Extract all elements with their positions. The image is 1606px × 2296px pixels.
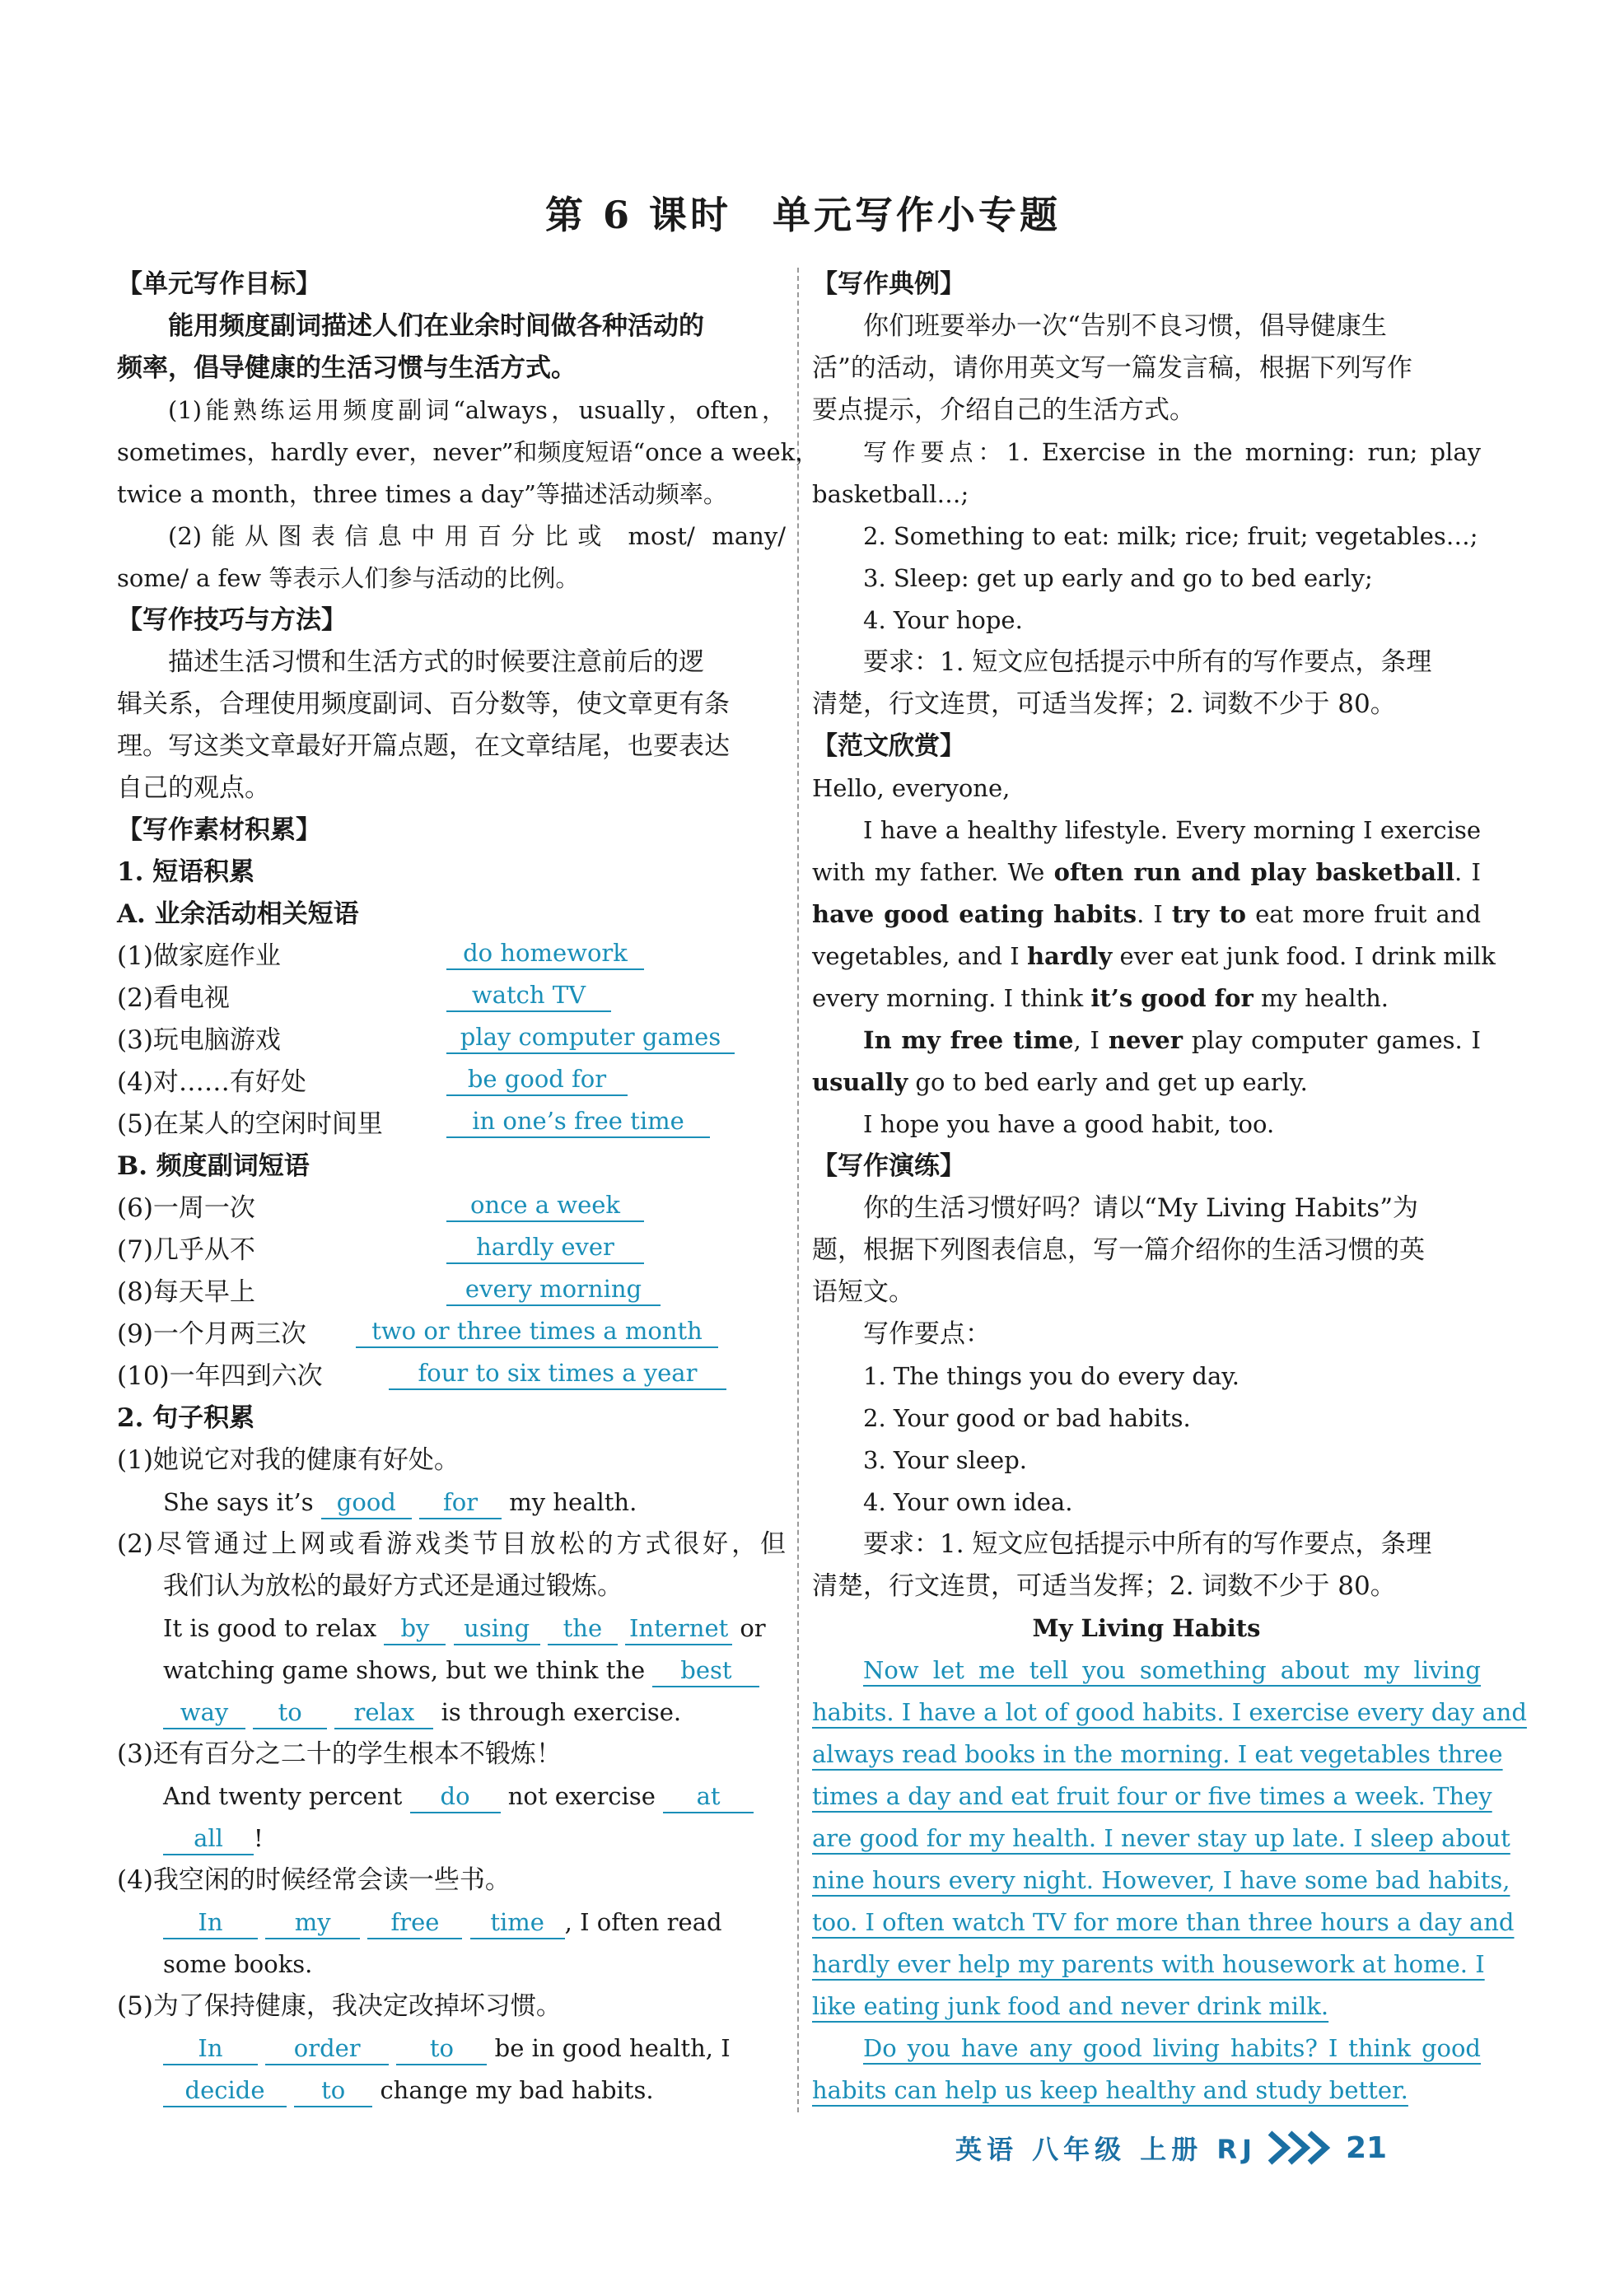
sentence-fill xyxy=(117,1692,786,1734)
example-text-line: 你们班要举办一次“告别不良习惯，倡导健康生 xyxy=(863,311,1387,341)
phrase-item xyxy=(117,1104,786,1146)
answer-blank: using xyxy=(454,1611,540,1645)
answer-blank: two or three times a month xyxy=(356,1314,718,1348)
model-text: , I xyxy=(1073,1026,1100,1054)
essay-line: are good for my health. I never stay up late. I sleep about xyxy=(812,1824,1510,1852)
sentence-text: , I often read xyxy=(564,1908,722,1936)
phrase-label: (5)在某人的空闲时间里 xyxy=(117,1109,383,1139)
model-highlight: hardly xyxy=(1026,942,1113,970)
sentence-fill xyxy=(117,1650,786,1692)
sentence-fill xyxy=(117,1902,786,1944)
essay-line: habits can help us keep healthy and study better. xyxy=(812,2076,1408,2104)
skills-text-line: 理。写这类文章最好开篇点题，在文章结尾，也要表达 xyxy=(117,731,730,761)
model-text: eat more fruit and xyxy=(1255,900,1482,928)
goal-text-line: some/ a few 等表示人们参与活动的比例。 xyxy=(117,564,580,592)
sub-heading: 1. 短语积累 xyxy=(117,857,255,887)
essay-line: nine hours every night. However, I have some bad habits, xyxy=(812,1866,1510,1894)
practice-requirement-line: 要求：1. 短文应包括提示中所有的写作要点，条理 xyxy=(863,1529,1432,1559)
practice-text-line: 语短文。 xyxy=(812,1277,914,1307)
phrase-label: (10)一年四到六次 xyxy=(117,1361,323,1391)
page-footer xyxy=(955,2123,1387,2172)
sentence-text: ! xyxy=(254,1824,264,1852)
phrase-item xyxy=(117,1020,786,1062)
practice-points-title: 写作要点： xyxy=(863,1319,991,1349)
lesson-number: 第 6 课时 xyxy=(544,193,732,237)
model-text: . I xyxy=(1454,858,1481,886)
answer-blank: by xyxy=(384,1611,446,1645)
essay-line: Now let me tell you something about my living xyxy=(863,1656,1481,1684)
sentence-text: my health. xyxy=(509,1488,637,1516)
model-text: go to bed early and get up early. xyxy=(915,1068,1308,1096)
goal-text-line: (1)能熟练运用频度副词“always，usually，often， xyxy=(168,396,786,424)
model-highlight: try to xyxy=(1171,900,1247,928)
example-point-line: 3. Sleep: get up early and go to bed early; xyxy=(863,564,1373,592)
sentence-text: She says it’s xyxy=(163,1488,314,1516)
sentence-prompt: (1)她说它对我的健康有好处。 xyxy=(117,1445,460,1475)
answer-blank: free xyxy=(367,1905,462,1939)
answer-blank: all xyxy=(163,1821,254,1855)
sentence-text: It is good to relax xyxy=(163,1614,377,1642)
sentence-fill xyxy=(117,1608,786,1650)
model-text-line xyxy=(812,1062,1481,1104)
answer-blank: every morning xyxy=(446,1272,661,1306)
phrase-item xyxy=(117,978,786,1020)
phrase-label: (4)对……有好处 xyxy=(117,1067,306,1097)
answer-blank: In xyxy=(163,1905,258,1939)
section-heading-materials: 【写作素材积累】 xyxy=(117,815,321,845)
model-text: vegetables, and I xyxy=(812,942,1020,970)
right-column xyxy=(812,264,1527,2112)
example-requirement-line: 要求：1. 短文应包括提示中所有的写作要点，条理 xyxy=(863,647,1432,677)
sentence-text: And twenty percent xyxy=(163,1782,403,1810)
phrase-label: (1)做家庭作业 xyxy=(117,941,281,971)
answer-blank: decide xyxy=(163,2073,287,2107)
goal-text-line: (2)能从图表信息中用百分比或 most/ many/ xyxy=(168,522,786,550)
model-text-line xyxy=(812,936,1496,978)
page-number: 21 xyxy=(1345,2130,1388,2165)
answer-blank: four to six times a year xyxy=(389,1356,726,1390)
phrase-item xyxy=(117,1314,786,1356)
answer-blank: order xyxy=(265,2031,389,2065)
skills-text-line: 自己的观点。 xyxy=(117,773,270,803)
phrase-item xyxy=(117,1062,786,1104)
section-heading-model: 【范文欣赏】 xyxy=(812,731,965,761)
answer-blank: be good for xyxy=(446,1062,628,1096)
sentence-fill xyxy=(117,2028,786,2070)
practice-point: 3. Your sleep. xyxy=(863,1446,1027,1474)
essay-line: times a day and eat fruit four or five times a week. They xyxy=(812,1782,1492,1810)
sentence-text: not exercise xyxy=(507,1782,656,1810)
double-chevron-icon xyxy=(1265,2130,1339,2166)
phrase-label: (9)一个月两三次 xyxy=(117,1319,306,1349)
model-highlight: have good eating habits xyxy=(812,900,1137,928)
answer-blank: to xyxy=(253,1695,327,1729)
practice-text-line: 你的生活习惯好吗？请以“My Living Habits”为 xyxy=(863,1193,1419,1223)
answer-blank: best xyxy=(652,1653,759,1687)
phrase-label: (3)玩电脑游戏 xyxy=(117,1025,281,1055)
essay-line: always read books in the morning. I eat vegetables three xyxy=(812,1740,1503,1768)
sentence-fill xyxy=(117,2070,786,2112)
phrase-item xyxy=(117,1230,786,1272)
model-text: . I xyxy=(1137,900,1163,928)
practice-requirement-line: 清楚，行文连贯，可适当发挥；2. 词数不少于 80。 xyxy=(812,1571,1396,1601)
phrase-label: (2)看电视 xyxy=(117,983,230,1013)
sentence-fill xyxy=(117,1482,786,1524)
essay-line: like eating junk food and never drink milk. xyxy=(812,1992,1329,2020)
sub-heading: 2. 句子积累 xyxy=(117,1403,255,1433)
answer-blank: for xyxy=(419,1485,502,1519)
answer-blank: Internet xyxy=(625,1611,732,1645)
model-text: every morning. I think xyxy=(812,984,1084,1012)
practice-point: 2. Your good or bad habits. xyxy=(863,1404,1191,1432)
answer-blank: hardly ever xyxy=(446,1230,644,1264)
phrase-label: (7)几乎从不 xyxy=(117,1235,255,1265)
answer-blank: at xyxy=(663,1779,754,1813)
example-point-line: 2. Something to eat: milk; rice; fruit; vegetables…; xyxy=(863,522,1478,550)
answer-blank: time xyxy=(470,1905,565,1939)
goal-text-line: twice a month，three times a day”等描述活动频率。 xyxy=(117,480,727,508)
page-title xyxy=(0,185,1606,240)
model-text-line xyxy=(812,1020,1481,1062)
answer-blank: way xyxy=(163,1695,245,1729)
example-text-line: 要点提示，介绍自己的生活方式。 xyxy=(812,395,1195,425)
section-heading-practice: 【写作演练】 xyxy=(812,1151,965,1181)
model-text: play computer games. I xyxy=(1191,1026,1481,1054)
essay-line: Do you have any good living habits? I think good xyxy=(863,2034,1481,2062)
model-highlight: often run and play basketball xyxy=(1053,858,1455,886)
skills-text-line: 描述生活习惯和生活方式的时候要注意前后的逻 xyxy=(168,647,704,677)
lesson-topic: 单元写作小专题 xyxy=(773,193,1062,237)
answer-blank: to xyxy=(396,2031,487,2065)
answer-blank: good xyxy=(321,1485,412,1519)
sentence-fill xyxy=(117,1818,786,1860)
answer-blank: my xyxy=(265,1905,360,1939)
answer-blank: do xyxy=(410,1779,501,1813)
skills-text-line: 辑关系，合理使用频度副词、百分数等，使文章更有条 xyxy=(117,689,730,719)
sentence-fill xyxy=(117,1776,786,1818)
model-highlight: In my free time xyxy=(863,1026,1074,1054)
essay-line: habits. I have a lot of good habits. I exercise every day and xyxy=(812,1698,1527,1726)
phrase-item xyxy=(117,1188,786,1230)
section-heading-goal: 【单元写作目标】 xyxy=(117,269,321,299)
example-point-line: 写作要点：1. Exercise in the morning: run; play xyxy=(863,438,1481,466)
section-heading-example: 【写作典例】 xyxy=(812,269,965,299)
model-highlight: it’s good for xyxy=(1090,984,1254,1012)
essay-line: too. I often watch TV for more than three hours a day and xyxy=(812,1908,1515,1936)
example-point-line: basketball…; xyxy=(812,480,969,508)
example-text-line: 活”的活动，请你用英文写一篇发言稿，根据下列写作 xyxy=(812,353,1412,383)
goal-intro-line: 能用频度副词描述人们在业余时间做各种活动的 xyxy=(168,311,704,341)
phrase-item xyxy=(117,1272,786,1314)
goal-text-line: sometimes，hardly ever，never”和频度短语“once a week， xyxy=(117,438,819,466)
sentence-text: some books. xyxy=(163,1950,313,1978)
sentence-text: or xyxy=(740,1614,766,1642)
sentence-prompt: (5)为了保持健康，我决定改掉坏习惯。 xyxy=(117,1991,562,2021)
example-point-line: 4. Your hope. xyxy=(863,606,1023,634)
model-highlight: never xyxy=(1108,1026,1183,1054)
model-text-line xyxy=(812,852,1481,894)
model-text: with my father. We xyxy=(812,858,1045,886)
answer-blank: once a week xyxy=(446,1188,644,1222)
sentence-prompt: (3)还有百分之二十的学生根本不锻炼！ xyxy=(117,1739,562,1769)
model-text-line xyxy=(812,894,1481,936)
answer-blank: to xyxy=(294,2073,372,2107)
book-info: 英语 八年级 上册 RJ xyxy=(955,2134,1257,2165)
practice-point: 1. The things you do every day. xyxy=(863,1362,1240,1390)
answer-blank: play computer games xyxy=(446,1020,735,1054)
answer-blank: the xyxy=(548,1611,618,1645)
answer-blank: relax xyxy=(334,1695,433,1729)
essay-title: My Living Habits xyxy=(1032,1614,1261,1642)
model-greeting: Hello, everyone, xyxy=(812,774,1011,802)
sentence-text: watching game shows, but we think the xyxy=(163,1656,646,1684)
model-text: my health. xyxy=(1260,984,1389,1012)
phrase-label: (6)一周一次 xyxy=(117,1193,255,1223)
answer-blank: In xyxy=(163,2031,258,2065)
sentence-text: change my bad habits. xyxy=(380,2076,654,2104)
essay-line: hardly ever help my parents with housework at home. I xyxy=(812,1950,1485,1978)
left-column xyxy=(117,264,819,2112)
answer-blank: in one’s free time xyxy=(446,1104,710,1138)
practice-text-line: 题，根据下列图表信息，写一篇介绍你的生活习惯的英 xyxy=(812,1235,1425,1265)
sentence-prompt: 我们认为放松的最好方式还是通过锻炼。 xyxy=(163,1571,623,1601)
sentence-prompt: (2)尽管通过上网或看游戏类节目放松的方式很好，但 xyxy=(117,1529,786,1559)
sub-heading: A. 业余活动相关短语 xyxy=(117,899,359,929)
section-heading-skills: 【写作技巧与方法】 xyxy=(117,605,347,635)
column-divider xyxy=(797,268,799,2112)
example-requirement-line: 清楚，行文连贯，可适当发挥；2. 词数不少于 80。 xyxy=(812,689,1396,719)
phrase-label: (8)每天早上 xyxy=(117,1277,255,1307)
sentence-text: be in good health, I xyxy=(494,2034,731,2062)
sentence-text: is through exercise. xyxy=(441,1698,682,1726)
model-highlight: usually xyxy=(812,1068,908,1096)
phrase-item xyxy=(117,1356,786,1398)
answer-blank: watch TV xyxy=(446,978,611,1012)
model-text-line xyxy=(812,978,1481,1020)
model-text: ever eat junk food. I drink milk xyxy=(1119,942,1496,970)
model-text-line: I hope you have a good habit, too. xyxy=(863,1110,1275,1138)
model-text-line: I have a healthy lifestyle. Every morning I exercise xyxy=(863,816,1481,844)
answer-blank: do homework xyxy=(446,936,644,970)
phrase-item xyxy=(117,936,786,978)
sentence-prompt: (4)我空闲的时候经常会读一些书。 xyxy=(117,1865,511,1895)
goal-intro-line: 频率，倡导健康的生活习惯与生活方式。 xyxy=(117,353,577,383)
practice-point: 4. Your own idea. xyxy=(863,1488,1073,1516)
sub-heading: B. 频度副词短语 xyxy=(117,1151,310,1181)
